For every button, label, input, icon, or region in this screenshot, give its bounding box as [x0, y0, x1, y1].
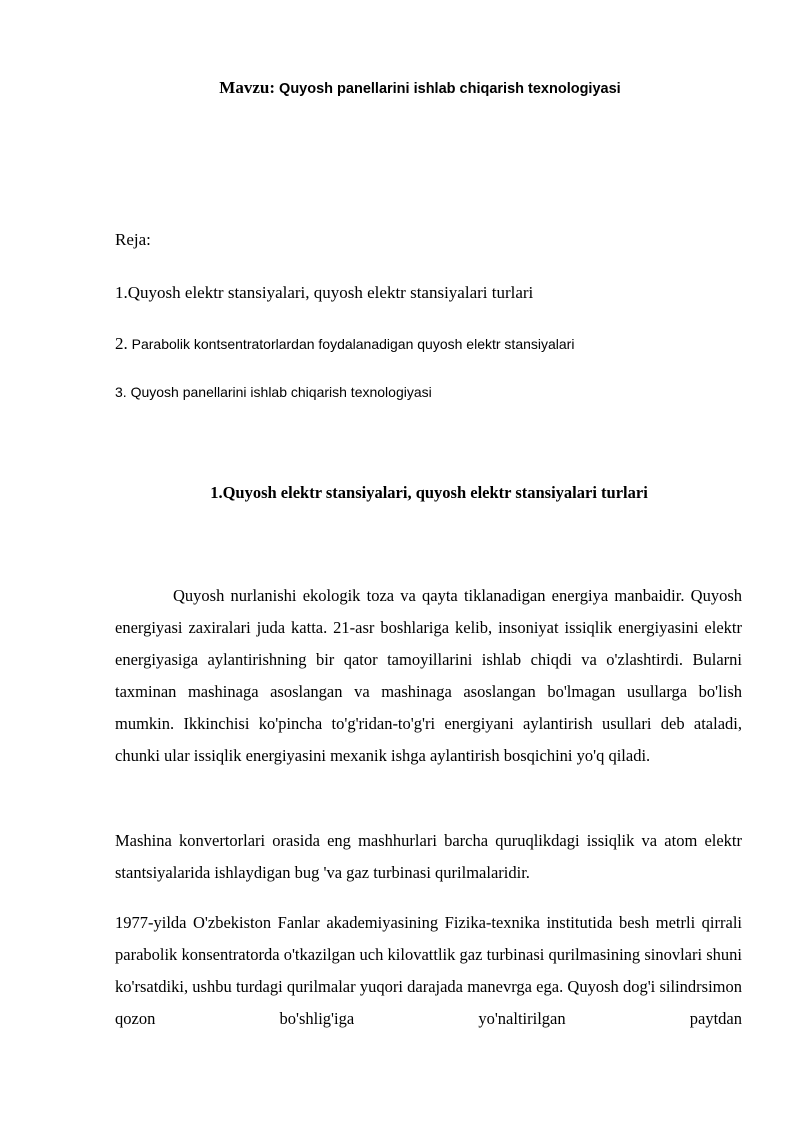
- section-heading: 1.Quyosh elektr stansiyalari, quyosh elektr stansiyalari turlari: [210, 483, 648, 502]
- plan-item-number: 1.: [115, 283, 128, 302]
- plan-item: [115, 283, 533, 303]
- title-text: Quyosh panellarini ishlab chiqarish texnologiyasi: [275, 81, 621, 97]
- title-label: Mavzu:: [219, 78, 276, 97]
- plan-item-text: Parabolik kontsentratorlardan foydalanadigan quyosh elektr stansiyalari: [127, 336, 575, 352]
- body-paragraph: 1977-yilda O'zbekiston Fanlar akademiyasining Fizika-texnika institutida besh metrli qirrali parabolik konsentratorda o'tkazilgan uch kilovattlik gaz turbinasi qurilmasining sinovlari shuni ko'rsatdiki, ushbu turdagi qurilmalar yuqori darajada manevrga ega. Quyosh dog'i silindrsimon qozon bo'shlig'iga yo'naltirilgan paytdan: [115, 913, 742, 1028]
- plan-item: [115, 334, 574, 354]
- body-paragraph: Quyosh nurlanishi ekologik toza va qayta tiklanadigan energiya manbaidir. Quyosh energiyasi zaxiralari juda katta. 21-asr boshlariga kelib, insoniyat issiqlik energiyasini elektr energiyasiga aylantirishning bir qator tamoyillarini ishlab chiqdi va o'zlashtirdi. Bularni taxminan mashinaga asoslangan va mashinaga asoslangan bo'lmagan usullarga bo'lish mumkin. Ikkinchisi ko'pincha to'g'ridan-to'g'ri energiyani aylantirish usullari deb ataladi, chunki ular issiqlik energiyasini mexanik ishga aylantirish bosqichini yo'q qiladi.: [115, 586, 742, 765]
- document-title: [0, 78, 800, 98]
- plan-item-text: Quyosh elektr stansiyalari, quyosh elektr stansiyalari turlari: [127, 283, 534, 302]
- plan-item-number: 3.: [115, 384, 127, 400]
- plan-item-number: 2.: [115, 334, 128, 353]
- plan-item-text: Quyosh panellarini ishlab chiqarish texnologiyasi: [126, 384, 432, 400]
- plan-item: [115, 384, 432, 400]
- body-paragraph: Mashina konvertorlari orasida eng mashhurlari barcha quruqlikdagi issiqlik va atom elektr stantsiyalarida ishlaydigan bug 'va gaz turbinasi qurilmalaridir.: [115, 831, 742, 882]
- plan-label: Reja:: [115, 230, 151, 249]
